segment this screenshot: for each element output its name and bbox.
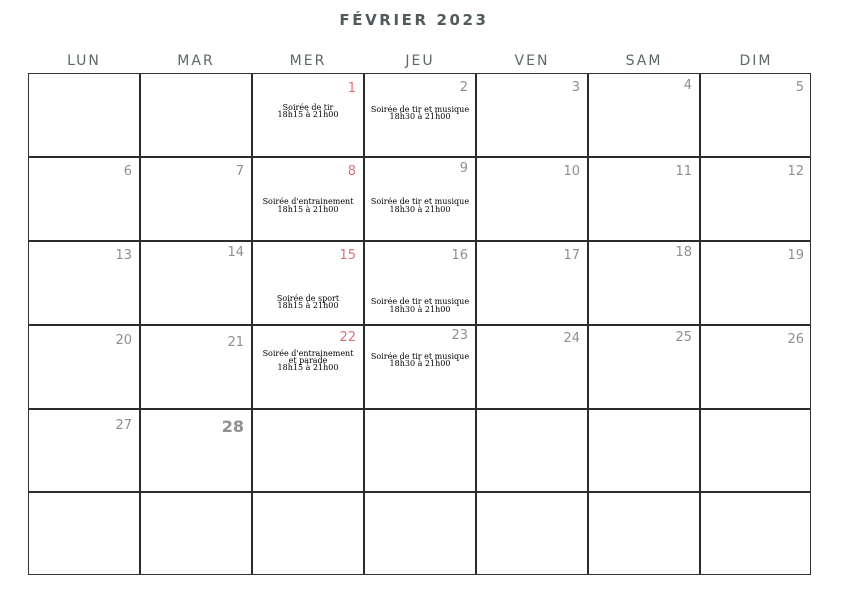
- day-number: 23: [451, 328, 468, 343]
- event-time: 18h30 à 21h00: [389, 305, 451, 314]
- event-title: Soirée de tir et musique: [370, 297, 470, 306]
- day-cell[interactable]: [364, 492, 476, 576]
- day-number: 19: [787, 248, 804, 263]
- day-number: 5: [795, 80, 804, 95]
- day-number: 3: [571, 80, 580, 95]
- day-cell[interactable]: [700, 492, 812, 576]
- day-cell[interactable]: [140, 325, 252, 409]
- day-number: 15: [339, 248, 356, 263]
- day-cell[interactable]: [140, 409, 252, 493]
- event-title: Soirée de tir et musique: [370, 197, 470, 206]
- day-cell[interactable]: [476, 241, 588, 325]
- event-title: Soirée d'entrainement: [262, 349, 354, 358]
- day-cell[interactable]: [588, 409, 700, 493]
- day-number: 18: [675, 245, 692, 260]
- day-number: 22: [339, 330, 356, 345]
- event-title: Soirée de tir et musique: [370, 105, 470, 114]
- event-title: et parade: [288, 356, 328, 365]
- day-number: 13: [115, 248, 132, 263]
- day-number: 8: [347, 164, 356, 179]
- day-number: 9: [459, 161, 468, 176]
- day-cell[interactable]: [252, 409, 364, 493]
- event-title: Soirée de sport: [276, 294, 340, 303]
- event-time: 18h30 à 21h00: [389, 112, 451, 121]
- event-time: 18h15 à 21h00: [277, 205, 339, 214]
- day-cell[interactable]: [588, 157, 700, 241]
- day-cell[interactable]: [28, 73, 140, 157]
- day-cell[interactable]: [252, 325, 364, 409]
- day-number: 16: [451, 248, 468, 263]
- day-cell[interactable]: [364, 241, 476, 325]
- day-number: 21: [227, 335, 244, 350]
- day-cell[interactable]: [140, 492, 252, 576]
- day-cell[interactable]: [700, 241, 812, 325]
- day-number: 24: [563, 331, 580, 346]
- page-title: FÉVRIER 2023: [339, 11, 489, 29]
- day-cell[interactable]: [140, 241, 252, 325]
- event-time: 18h30 à 21h00: [389, 359, 451, 368]
- day-cell[interactable]: [28, 409, 140, 493]
- day-cell[interactable]: [28, 325, 140, 409]
- weekday-header-dim: DIM: [739, 53, 773, 69]
- day-cell[interactable]: [252, 241, 364, 325]
- day-cell[interactable]: [364, 157, 476, 241]
- day-cell[interactable]: [588, 73, 700, 157]
- day-number: 1: [347, 81, 356, 96]
- day-cell[interactable]: [588, 241, 700, 325]
- day-cell[interactable]: [364, 325, 476, 409]
- day-cell[interactable]: [476, 492, 588, 576]
- day-number: 20: [115, 333, 132, 348]
- day-number: 12: [787, 164, 804, 179]
- calendar-grid: [28, 73, 811, 575]
- day-number: 28: [221, 417, 244, 436]
- day-cell[interactable]: [476, 157, 588, 241]
- day-cell[interactable]: [140, 73, 252, 157]
- day-number: 25: [675, 330, 692, 345]
- day-number: 2: [459, 80, 468, 95]
- day-number: 26: [787, 332, 804, 347]
- day-cell[interactable]: [28, 492, 140, 576]
- weekday-header-lun: LUN: [67, 53, 101, 69]
- day-cell[interactable]: [476, 325, 588, 409]
- day-cell[interactable]: [700, 73, 812, 157]
- day-number: 4: [683, 78, 692, 93]
- day-number: 14: [227, 245, 244, 260]
- day-cell[interactable]: [28, 241, 140, 325]
- day-cell[interactable]: [588, 325, 700, 409]
- weekday-header-jeu: JEU: [405, 53, 435, 69]
- day-cell[interactable]: [588, 492, 700, 576]
- event-title: Soirée de tir et musique: [370, 352, 470, 361]
- day-cell[interactable]: [252, 492, 364, 576]
- day-number: 27: [115, 418, 132, 433]
- event-title: Soirée d'entrainement: [262, 197, 354, 206]
- day-cell[interactable]: [364, 73, 476, 157]
- day-number: 11: [675, 164, 692, 179]
- weekday-header-mer: MER: [289, 53, 327, 69]
- day-cell[interactable]: [252, 73, 364, 157]
- day-cell[interactable]: [476, 409, 588, 493]
- weekday-header-mar: MAR: [177, 53, 215, 69]
- event-title: Soirée de tir: [282, 103, 334, 112]
- day-cell[interactable]: [140, 157, 252, 241]
- event-time: 18h15 à 21h00: [277, 301, 339, 310]
- day-cell[interactable]: [700, 325, 812, 409]
- weekday-header-sam: SAM: [625, 53, 663, 69]
- day-number: 7: [235, 164, 244, 179]
- event-time: 18h15 à 21h00: [277, 363, 339, 372]
- weekday-header-ven: VEN: [514, 53, 550, 69]
- day-number: 6: [123, 164, 132, 179]
- day-cell[interactable]: [252, 157, 364, 241]
- day-number: 10: [563, 164, 580, 179]
- event-time: 18h30 à 21h00: [389, 205, 451, 214]
- day-cell[interactable]: [476, 73, 588, 157]
- day-number: 17: [563, 248, 580, 263]
- day-cell[interactable]: [700, 157, 812, 241]
- day-cell[interactable]: [364, 409, 476, 493]
- day-cell[interactable]: [28, 157, 140, 241]
- event-time: 18h15 à 21h00: [277, 110, 339, 119]
- day-cell[interactable]: [700, 409, 812, 493]
